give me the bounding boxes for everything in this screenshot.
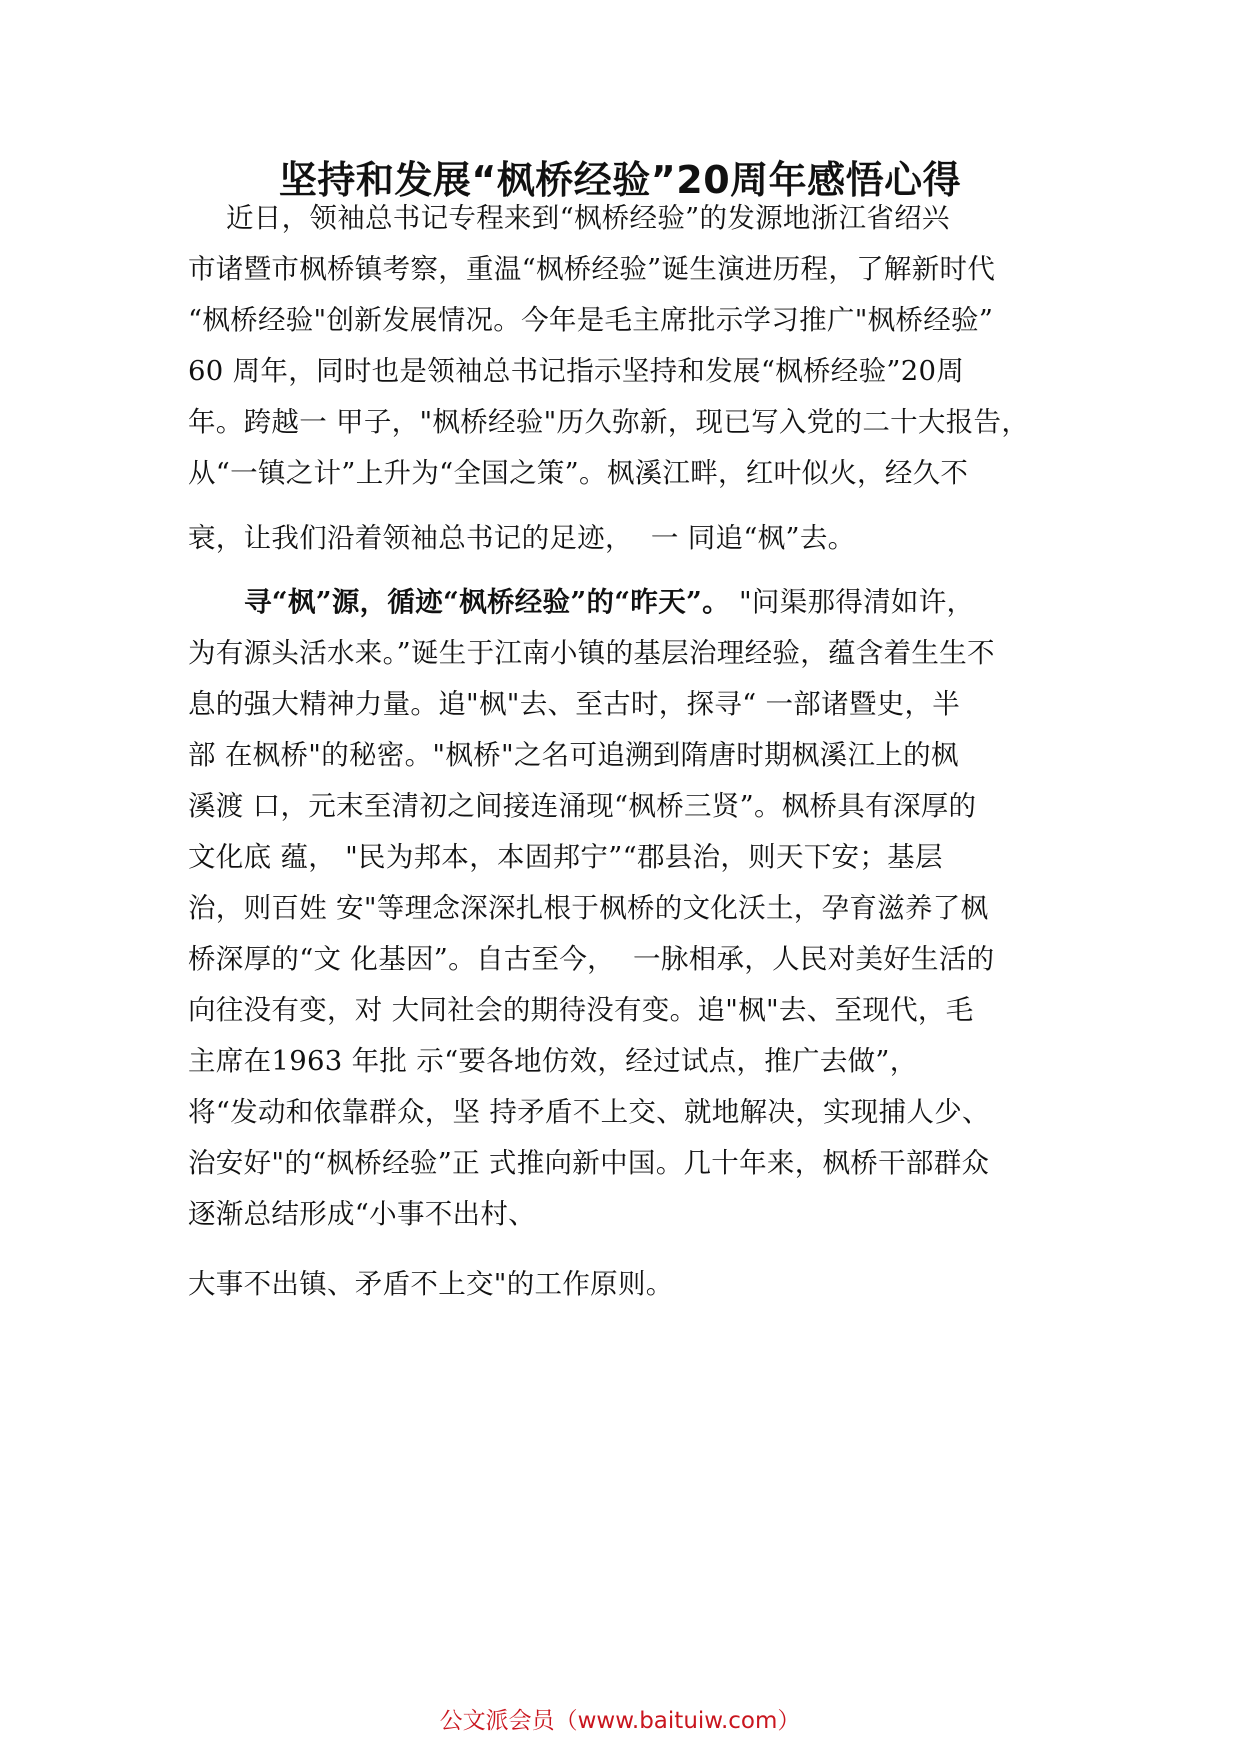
- paragraph-1-line-7: 衰，让我们沿着领袖总书记的足迹， 一 同追“枫”去。: [188, 522, 856, 554]
- footer-watermark-link[interactable]: 公文派会员（www.baituiw.com）: [439, 1708, 801, 1734]
- paragraph-2-line-9: 向往没有变，对 大同社会的期待没有变。追"枫"去、至现代，毛: [188, 994, 974, 1026]
- paragraph-2-lead-heading: 寻“枫”源，循迹“枫桥经验”的“昨天”。: [244, 586, 730, 618]
- paragraph-1-line-2: 市诸暨市枫桥镇考察，重温“枫桥经验”诞生演进历程，了解新时代: [188, 253, 996, 285]
- paragraph-1-line-3: “枫桥经验"创新发展情况。今年是毛主席批示学习推广"枫桥经验”: [188, 304, 994, 336]
- paragraph-2-line-7: 治，则百姓 安"等理念深深扎根于枫桥的文化沃土，孕育滋养了枫: [188, 892, 989, 924]
- paragraph-2-line-1-text: "问渠那得清如许，: [729, 586, 975, 618]
- paragraph-2-line-2: 为有源头活水来。”诞生于江南小镇的基层治理经验，蕴含着生生不: [188, 637, 995, 669]
- paragraph-1-line-4: 60 周年，同时也是领袖总书记指示坚持和发展“枫桥经验”20周: [188, 355, 965, 387]
- paragraph-2-line-3: 息的强大精神力量。追"枫"去、至古时，探寻“ 一部诸暨史，半: [188, 688, 961, 720]
- paragraph-2-line-5: 溪渡 口，元末至清初之间接连涌现“枫桥三贤”。枫桥具有深厚的: [188, 790, 977, 822]
- paragraph-1-line-5: 年。跨越一 甲子，"枫桥经验"历久弥新，现已写入党的二十大报告，: [188, 406, 1030, 438]
- paragraph-2-line-14: 大事不出镇、矛盾不上交"的工作原则。: [188, 1268, 674, 1300]
- paragraph-2-line-4: 部 在枫桥"的秘密。"枫桥"之名可追溯到隋唐时期枫溪江上的枫: [188, 739, 959, 771]
- paragraph-2-line-8: 桥深厚的“文 化基因”。自古至今， 一脉相承，人民对美好生活的: [188, 943, 995, 975]
- paragraph-2-line-13: 逐渐总结形成“小事不出村、: [188, 1198, 536, 1230]
- paragraph-2-line-12: 治安好"的“枫桥经验”正 式推向新中国。几十年来，枫桥干部群众: [188, 1147, 990, 1179]
- document-title: 坚持和发展“枫桥经验”20周年感悟心得: [278, 158, 962, 202]
- paragraph-2-line-11: 将“发动和依靠群众，坚 持矛盾不上交、就地解决，实现捕人少、: [188, 1096, 990, 1128]
- paragraph-2-line-1: [244, 582, 1114, 622]
- paragraph-1-line-1: 近日，领袖总书记专程来到“枫桥经验”的发源地浙江省绍兴: [226, 202, 950, 234]
- paragraph-2-line-10: 主席在1963 年批 示“要各地仿效，经过试点，推广去做”，: [188, 1045, 918, 1077]
- paragraph-2-line-6: 文化底 蕴， "民为邦本，本固邦宁”“郡县治，则天下安；基层: [188, 841, 943, 873]
- paragraph-1-line-6: 从“一镇之计”上升为“全国之策”。枫溪江畔，红叶似火，经久不: [188, 457, 969, 489]
